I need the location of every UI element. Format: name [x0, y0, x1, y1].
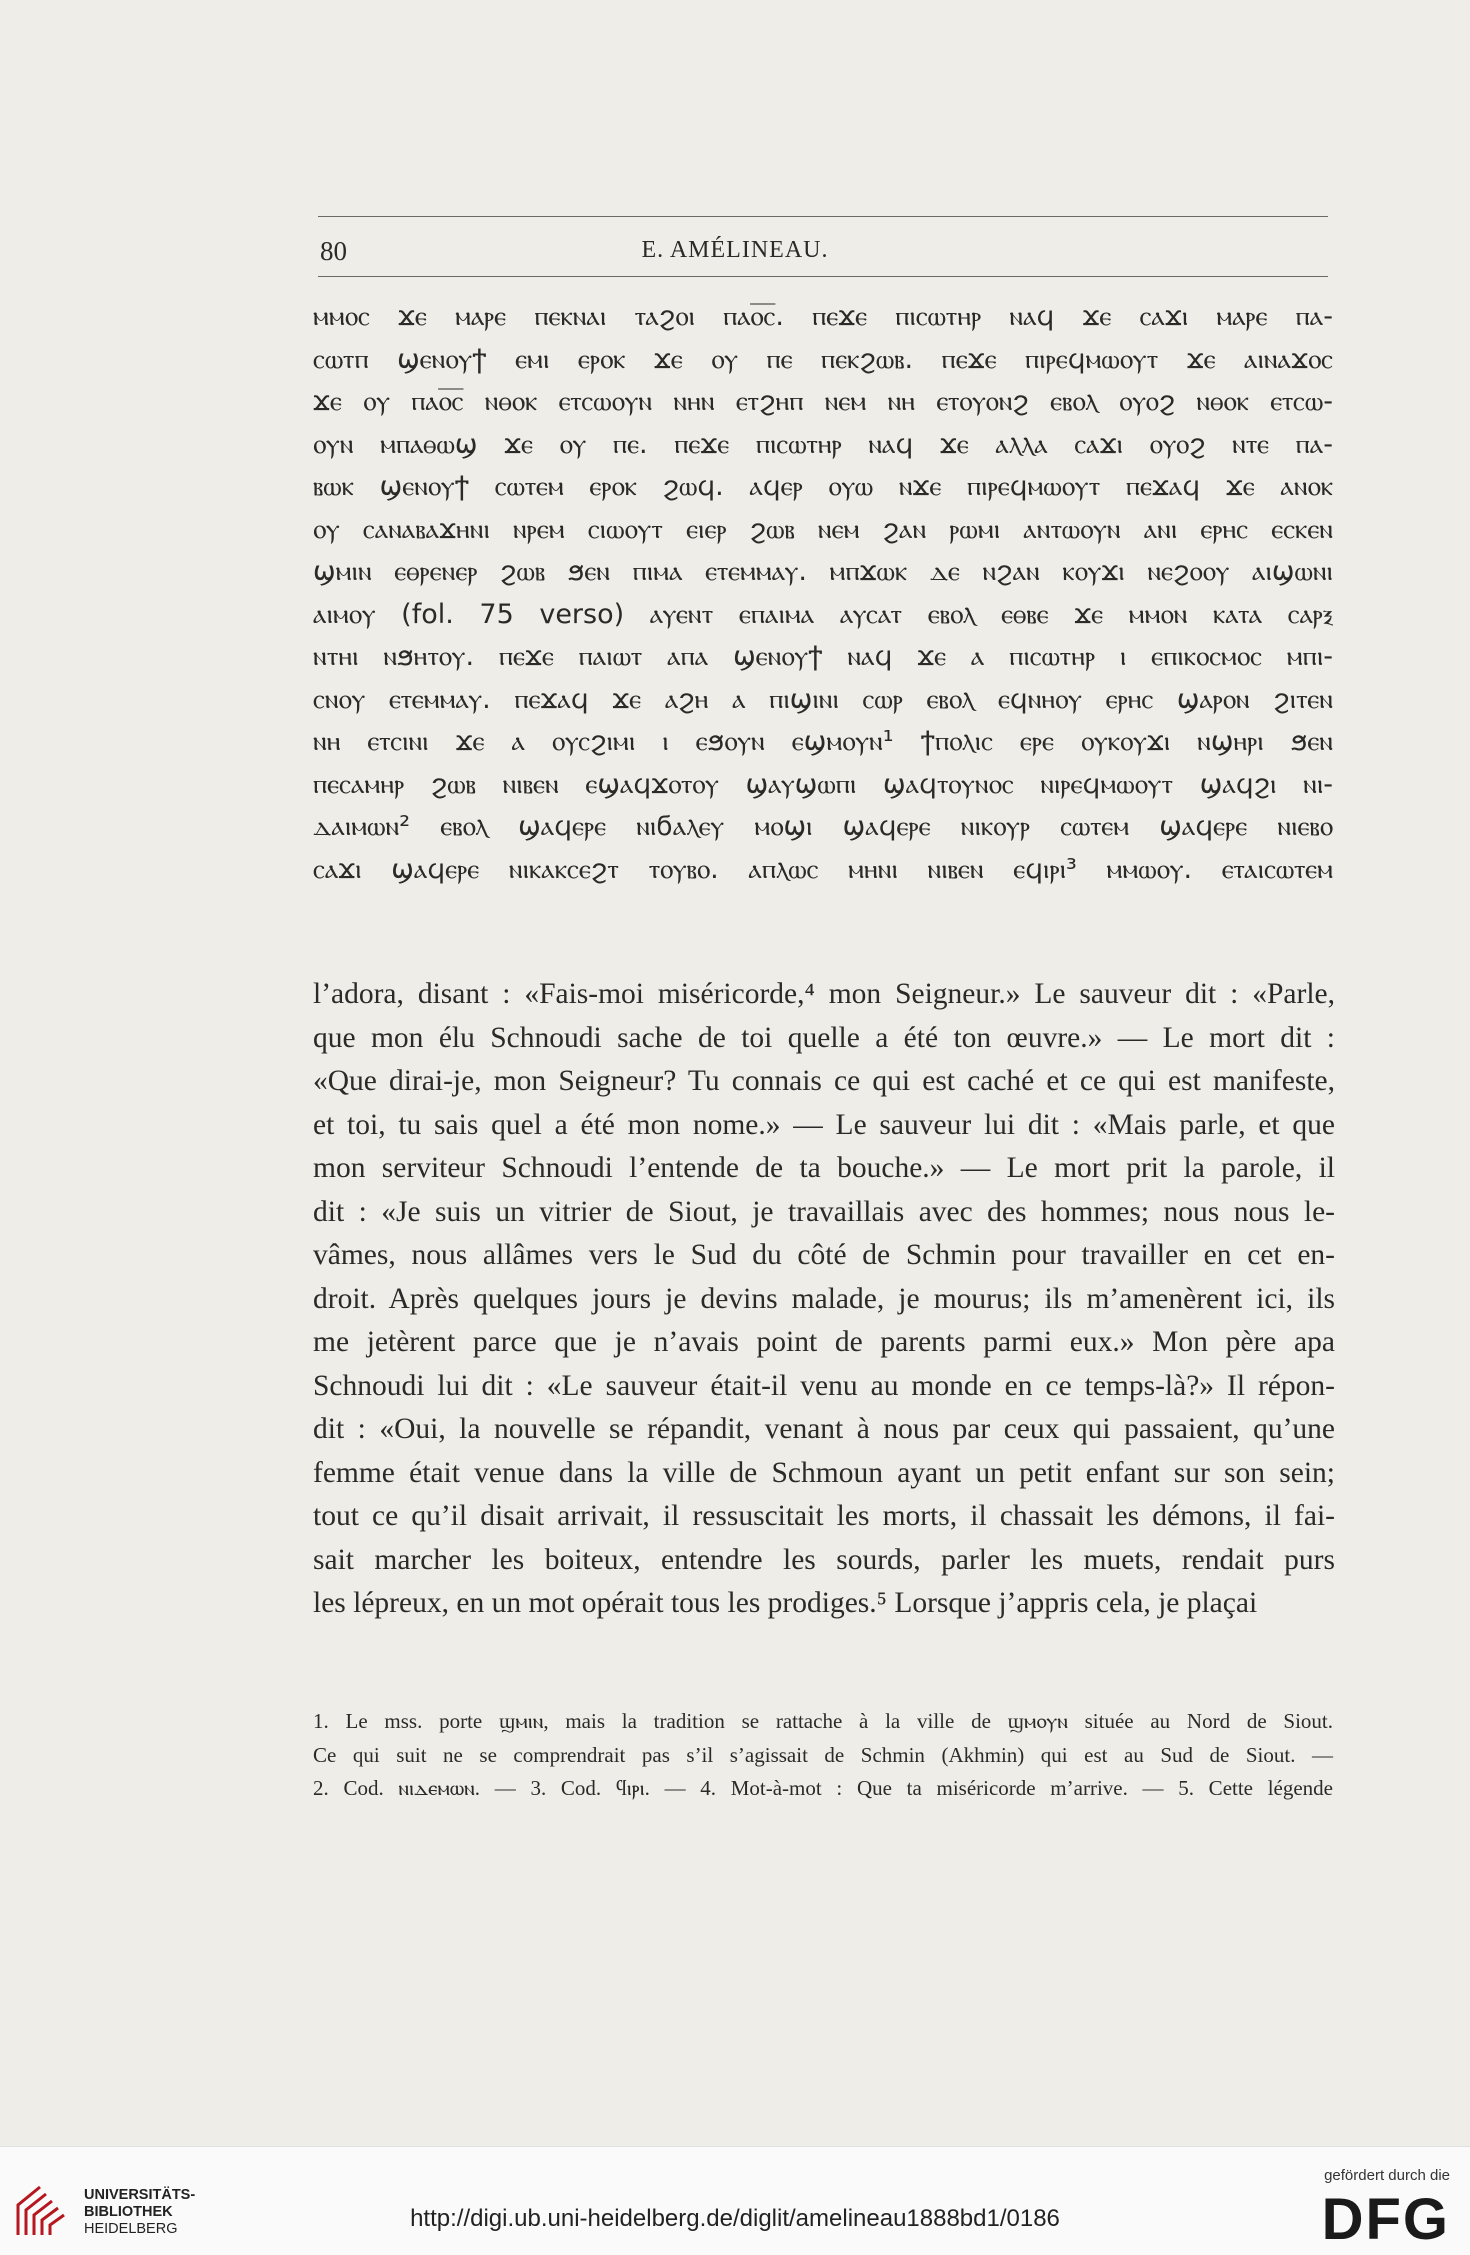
- coptic-line: ⲁⲓⲙⲟⲩ (fol. 75 verso) ⲁⲩⲉⲛⲧ ⲉⲡⲁⲓⲙⲁ ⲁⲩⲥⲁⲧ ⲉⲃⲟⲗ ⲉⲑⲃⲉ ϫⲉ ⲙⲙⲟⲛ ⲕⲁⲧⲁ ⲥⲁⲣⲝ: [313, 598, 1333, 630]
- library-name-line-2: BIBLIOTHEK: [84, 2204, 173, 2220]
- translation-line: me jetèrent parce que je n’avais point de parents parmi eux.» Mon père apa: [313, 1326, 1335, 1358]
- translation-line: l’adora, disant : «Fais-moi miséricorde,⁴ mon Seigneur.» Le sauveur dit : «Parle,: [313, 978, 1335, 1010]
- header-rule-bottom: [318, 276, 1328, 277]
- coptic-line: ⲛⲧⲏⲓ ⲛϧⲏⲧⲟⲩ. ⲡⲉϫⲉ ⲡⲁⲓⲱⲧ ⲁⲡⲁ ϣⲉⲛⲟⲩϯ ⲛⲁϥ ϫⲉ ⲁ ⲡⲓⲥⲱⲧⲏⲣ ⲓ ⲉⲡⲓⲕⲟⲥⲙⲟⲥ ⲙⲡⲓ-: [313, 641, 1333, 672]
- library-name-line-1: UNIVERSITÄTS-: [84, 2187, 196, 2203]
- translation-line: vâmes, nous allâmes vers le Sud du côté de Schmin pour travailler en cet en-: [313, 1239, 1335, 1271]
- translation-line: et toi, tu sais quel a été mon nome.» — Le sauveur lui dit : «Mais parle, et que: [313, 1108, 1335, 1141]
- coptic-line: ⲃⲱⲕ ϣⲉⲛⲟⲩϯ ⲥⲱⲧⲉⲙ ⲉⲣⲟⲕ ϩⲱϥ. ⲁϥⲉⲣ ⲟⲩⲱ ⲛϫⲉ ⲡⲓⲣⲉϥⲙⲱⲟⲩⲧ ⲡⲉϫⲁϥ ϫⲉ ⲁⲛⲟⲕ: [313, 471, 1333, 502]
- translation-line: femme était venue dans la ville de Schmoun ayant un petit enfant sur son sein;: [313, 1456, 1335, 1489]
- translation-line: dit : «Oui, la nouvelle se répandit, venant à nous par ceux qui passaient, qu’une: [313, 1413, 1335, 1445]
- digitization-footer: [0, 2146, 1470, 2255]
- footnote-line: 1. Le mss. porte ϣⲙⲓⲛ, mais la tradition se rattache à la ville de ϣⲙⲟⲩⲛ située au Nord de Siout.: [313, 1709, 1333, 1733]
- translation-line: dit : «Je suis un vitrier de Siout, je travaillais avec des hommes; nous nous le-: [313, 1195, 1335, 1228]
- coptic-line: ⲇⲁⲓⲙⲱⲛ² ⲉⲃⲟⲗ ϣⲁϥⲉⲣⲉ ⲛⲓϭⲁⲗⲉⲩ ⲙⲟϣⲓ ϣⲁϥⲉⲣⲉ ⲛⲓⲕⲟⲩⲣ ⲥⲱⲧⲉⲙ ϣⲁϥⲉⲣⲉ ⲛⲓⲉⲃⲟ: [313, 811, 1333, 842]
- translation-line: tout ce qu’il disait arrivait, il ressuscitait les morts, il chassait les démons, il fai-: [313, 1500, 1335, 1532]
- header-rule-top: [318, 216, 1328, 217]
- coptic-line: ⲡⲉⲥⲁⲙⲏⲣ ϩⲱⲃ ⲛⲓⲃⲉⲛ ⲉϣⲁϥϫⲟⲧⲟⲩ ϣⲁⲩϣⲱⲡⲓ ϣⲁϥⲧⲟⲩⲛⲟⲥ ⲛⲓⲣⲉϥⲙⲱⲟⲩⲧ ϣⲁϥϩⲓ ⲛⲓ-: [313, 768, 1333, 800]
- permalink-url[interactable]: http://digi.ub.uni-heidelberg.de/diglit/amelineau1888bd1/0186: [410, 2205, 1060, 2232]
- coptic-line: ϫⲉ ⲟⲩ ⲡⲁⲟ̅ⲥ̅ ⲛⲑⲟⲕ ⲉⲧⲥⲱⲟⲩⲛ ⲛⲏⲛ ⲉⲧϩⲏⲡ ⲛⲉⲙ ⲛⲏ ⲉⲧⲟⲩⲟⲛϩ ⲉⲃⲟⲗ ⲟⲩⲟϩ ⲛⲑⲟⲕ ⲉⲧⲥⲱ-: [313, 386, 1333, 417]
- translation-line: sait marcher les boiteux, entendre les sourds, parler les muets, rendait purs: [313, 1543, 1335, 1576]
- french-translation-block: [313, 973, 1335, 1626]
- library-name-line-3: HEIDELBERG: [84, 2221, 178, 2237]
- footnote-line: Ce qui suit ne se comprendrait pas s’il s’agissait de Schmin (Akhmin) qui est au Sud de Siout. —: [313, 1742, 1333, 1767]
- translation-line: que mon élu Schnoudi sache de toi quelle a été ton œuvre.» — Le mort dit :: [313, 1021, 1335, 1054]
- coptic-line: ⲥⲛⲟⲩ ⲉⲧⲉⲙⲙⲁⲩ. ⲡⲉϫⲁϥ ϫⲉ ⲁϩⲏ ⲁ ⲡⲓϣⲓⲛⲓ ⲥⲱⲣ ⲉⲃⲟⲗ ⲉϥⲛⲏⲟⲩ ⲉⲣⲏⲥ ϣⲁⲣⲟⲛ ϩⲓⲧⲉⲛ: [313, 683, 1333, 715]
- funding-caption: gefördert durch die: [1324, 2167, 1450, 2184]
- coptic-line: ⲙⲙⲟⲥ ϫⲉ ⲙⲁⲣⲉ ⲡⲉⲕⲛⲁⲓ ⲧⲁϩⲟⲓ ⲡⲁⲟ̅ⲥ̅. ⲡⲉϫⲉ ⲡⲓⲥⲱⲧⲏⲣ ⲛⲁϥ ϫⲉ ⲥⲁϫⲓ ⲙⲁⲣⲉ ⲡⲁ-: [313, 301, 1333, 332]
- coptic-line: ϣⲙⲓⲛ ⲉⲑⲣⲉⲛⲉⲣ ϩⲱⲃ ϧⲉⲛ ⲡⲓⲙⲁ ⲉⲧⲉⲙⲙⲁⲩ. ⲙⲡϫⲱⲕ ⲇⲉ ⲛϩⲁⲛ ⲕⲟⲩϫⲓ ⲛⲉϩⲟⲟⲩ ⲁⲓϣⲱⲛⲓ: [313, 556, 1333, 587]
- coptic-line: ⲟⲩⲛ ⲙⲡⲁⲑⲱϣ ϫⲉ ⲟⲩ ⲡⲉ. ⲡⲉϫⲉ ⲡⲓⲥⲱⲧⲏⲣ ⲛⲁϥ ϫⲉ ⲁⲗⲗⲁ ⲥⲁϫⲓ ⲟⲩⲟϩ ⲛⲧⲉ ⲡⲁ-: [313, 428, 1333, 460]
- coptic-line: ⲟⲩ ⲥⲁⲛⲁⲃⲁϫⲏⲛⲓ ⲛⲣⲉⲙ ⲥⲓⲱⲟⲩⲧ ⲉⲓⲉⲣ ϩⲱⲃ ⲛⲉⲙ ϩⲁⲛ ⲣⲱⲙⲓ ⲁⲛⲧⲱⲟⲩⲛ ⲁⲛⲓ ⲉⲣⲏⲥ ⲉⲥⲕⲉⲛ: [313, 513, 1333, 545]
- footnote-line: 2. Cod. ⲛⲓⲇⲉⲙⲱⲛ. — 3. Cod. ϥⲓⲣⲓ. — 4. Mot-à-mot : Que ta miséricorde m’arrive. — 5. Cette légende: [313, 1776, 1333, 1800]
- coptic-line: ⲥⲁϫⲓ ϣⲁϥⲉⲣⲉ ⲛⲓⲕⲁⲕⲥⲉϩⲧ ⲧⲟⲩⲃⲟ. ⲁⲡⲗⲱⲥ ⲙⲏⲛⲓ ⲛⲓⲃⲉⲛ ⲉϥⲓⲣⲓ³ ⲙⲙⲱⲟⲩ. ⲉⲧⲁⲓⲥⲱⲧⲉⲙ: [313, 853, 1333, 885]
- coptic-text-block: [313, 296, 1333, 891]
- coptic-line: ⲛⲏ ⲉⲧⲥⲓⲛⲓ ϫⲉ ⲁ ⲟⲩⲥϩⲓⲙⲓ ⲓ ⲉϧⲟⲩⲛ ⲉϣⲙⲟⲩⲛ¹ ϯⲡⲟⲗⲓⲥ ⲉⲣⲉ ⲟⲩⲕⲟⲩϫⲓ ⲛϣⲏⲣⲓ ϧⲉⲛ: [313, 726, 1333, 757]
- coptic-line: ⲥⲱⲧⲡ ϣⲉⲛⲟⲩϯ ⲉⲙⲓ ⲉⲣⲟⲕ ϫⲉ ⲟⲩ ⲡⲉ ⲡⲉⲕϩⲱⲃ. ⲡⲉϫⲉ ⲡⲓⲣⲉϥⲙⲱⲟⲩⲧ ϫⲉ ⲁⲓⲛⲁϫⲟⲥ: [313, 343, 1333, 375]
- translation-line: «Que dirai-je, mon Seigneur? Tu connais ce qui est caché et ce qui est manifeste,: [313, 1065, 1335, 1097]
- translation-line: les lépreux, en un mot opérait tous les prodiges.⁵ Lorsque j’appris cela, je plaçai: [313, 1587, 1258, 1619]
- translation-line: Schnoudi lui dit : «Le sauveur était-il venu au monde en ce temps-là?» Il répon-: [313, 1369, 1335, 1402]
- footnotes-block: [313, 1705, 1333, 1806]
- running-title: E. AMÉLINEAU.: [641, 237, 829, 263]
- dfg-logo: DFG: [1321, 2187, 1450, 2252]
- page-number: 80: [320, 236, 347, 266]
- translation-line: droit. Après quelques jours je devins malade, je mourus; ils m’amenèrent ici, ils: [313, 1282, 1335, 1315]
- translation-line: mon serviteur Schnoudi l’entende de ta bouche.» — Le mort prit la parole, il: [313, 1152, 1335, 1184]
